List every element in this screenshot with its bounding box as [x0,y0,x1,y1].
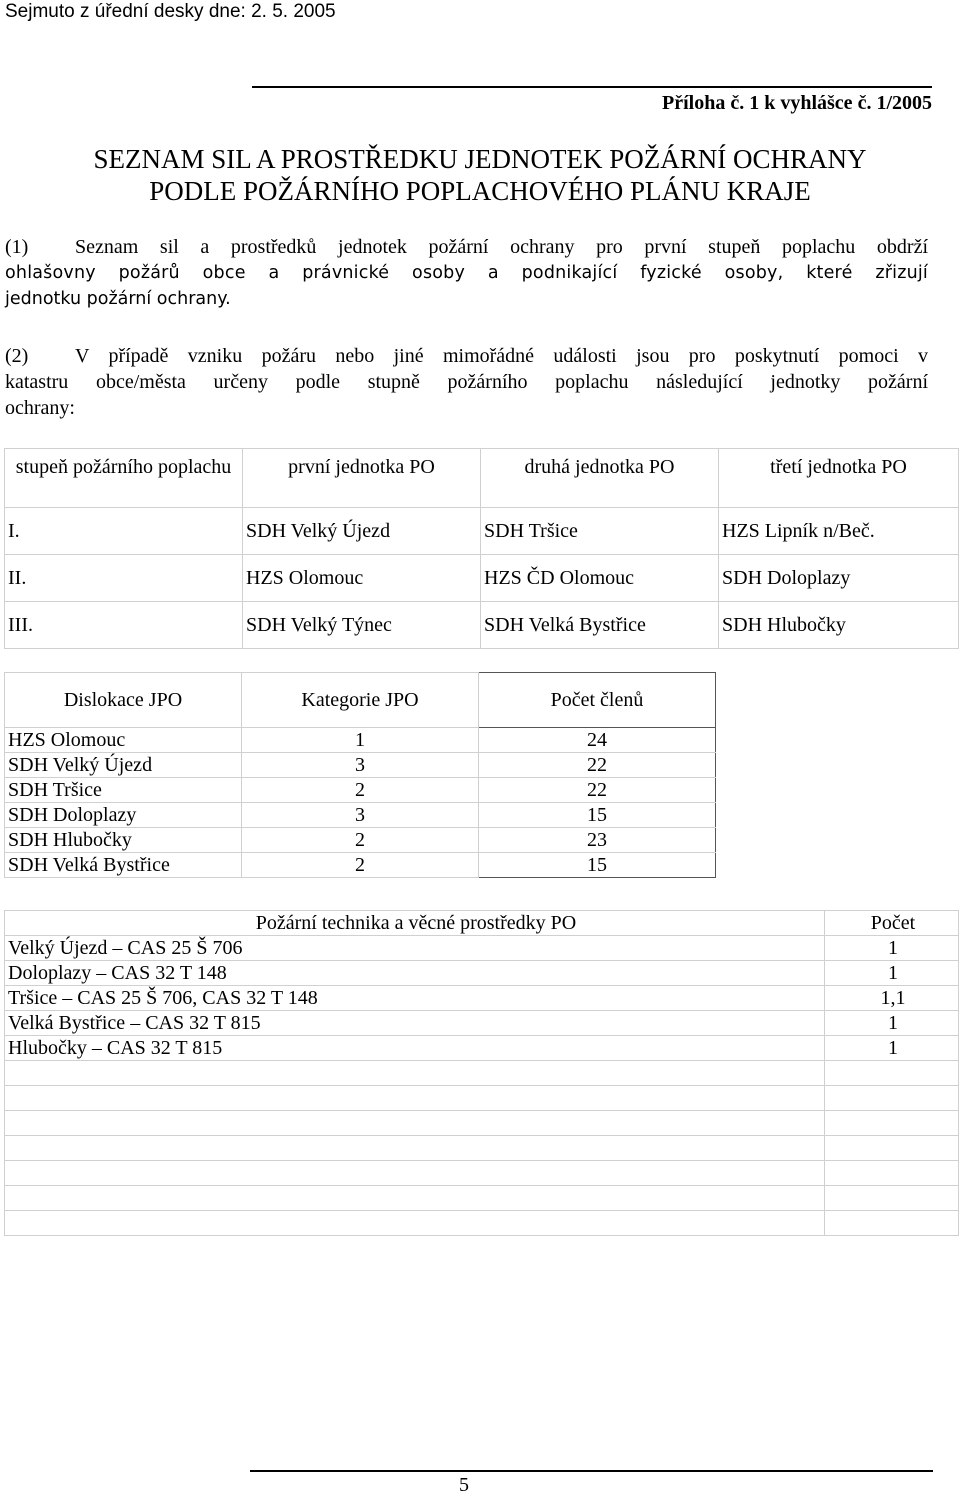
empty-row [5,1136,959,1161]
table-row [5,986,959,1011]
table-row [5,961,959,986]
table-cell: SDH Doloplazy [719,555,959,602]
table-cell: SDH Velký Týnec [243,602,481,649]
table-row [5,828,716,853]
table-cell: 24 [479,728,716,753]
table-cell: I. [5,508,243,555]
table-cell: SDH Hlubočky [719,602,959,649]
table-cell: SDH Doloplazy [5,803,242,828]
empty-row [5,1211,959,1236]
table-cell: SDH Velký Újezd [243,508,481,555]
table-cell: HZS Lipník n/Beč. [719,508,959,555]
column-header: třetí jednotka PO [719,449,959,508]
table-cell: 2 [242,853,479,878]
table-row [5,803,716,828]
paragraph-2-line-2: katastru obce/města určeny podle stupně požárního poplachu následující jednotky požární [5,371,928,393]
paragraph-1-number: (1) [5,236,29,258]
table-cell: 1 [242,728,479,753]
paragraph-2-line-1: V případě vzniku požáru nebo jiné mimořádné události jsou pro poskytnutí pomoci v [75,345,928,367]
table-row [5,778,716,803]
table-cell: 23 [479,828,716,853]
paragraph-1-line-2: ohlašovny požárů obce a právnické osoby a podnikající fyzické osoby, které zřizují [5,263,928,283]
empty-row [5,1161,959,1186]
table-row [5,508,959,555]
page-number: 5 [459,1474,469,1496]
table-cell: SDH Velká Bystřice [5,853,242,878]
paragraph-1-line-1: Seznam sil a prostředků jednotek požární ochrany pro první stupeň poplachu obdrží [75,236,928,258]
table-row [5,853,716,878]
table-cell: SDH Velká Bystřice [481,602,719,649]
table-cell: 2 [242,778,479,803]
column-header: stupeň požárního poplachu [5,449,243,508]
column-header: Požární technika a věcné prostředky PO [5,911,825,936]
empty-row [5,1086,959,1111]
empty-row [5,1111,959,1136]
footer-rule [250,1470,933,1472]
table-cell: 1,1 [825,986,959,1011]
table-header-row [5,911,959,936]
units-table [4,672,716,878]
empty-row [5,1186,959,1211]
paragraph-2-line-3: ochrany: [5,397,75,419]
table-cell: HZS Olomouc [5,728,242,753]
table-cell: 1 [825,961,959,986]
column-header: Počet členů [479,673,716,728]
table-cell: 1 [825,936,959,961]
table-cell: Tršice – CAS 25 Š 706, CAS 32 T 148 [5,986,825,1011]
table-row [5,1036,959,1061]
table-cell: III. [5,602,243,649]
paragraph-1-line-3: jednotku požární ochrany. [5,289,231,309]
table-cell: Velký Újezd – CAS 25 Š 706 [5,936,825,961]
table-cell: SDH Hlubočky [5,828,242,853]
annex-label: Příloha č. 1 k vyhlášce č. 1/2005 [662,92,932,114]
table-cell: II. [5,555,243,602]
table-header-row [5,449,959,508]
table-cell: 1 [825,1011,959,1036]
table-header-row [5,673,716,728]
table-cell: 15 [479,803,716,828]
table-cell: Velká Bystřice – CAS 32 T 815 [5,1011,825,1036]
document-title-line-1: SEZNAM SIL A PROSTŘEDKU JEDNOTEK POŽÁRNÍ OCHRANY [93,144,867,174]
table-cell: Hlubočky – CAS 32 T 815 [5,1036,825,1061]
table-row [5,1011,959,1036]
document-title-line-2: PODLE POŽÁRNÍHO POPLACHOVÉHO PLÁNU KRAJE [149,176,811,206]
table-cell: 2 [242,828,479,853]
table-row [5,602,959,649]
table-cell: 15 [479,853,716,878]
column-header: druhá jednotka PO [481,449,719,508]
table-row [5,936,959,961]
column-header: Dislokace JPO [5,673,242,728]
alarm-levels-table [4,448,959,649]
table-cell: 22 [479,778,716,803]
table-row [5,728,716,753]
table-row [5,555,959,602]
paragraph-1 [5,234,928,312]
table-cell: HZS ČD Olomouc [481,555,719,602]
table-cell: SDH Tršice [481,508,719,555]
column-header: Kategorie JPO [242,673,479,728]
column-header: Počet [825,911,959,936]
equipment-table [4,910,959,1236]
header-rule [252,86,932,88]
table-cell: HZS Olomouc [243,555,481,602]
table-cell: Doloplazy – CAS 32 T 148 [5,961,825,986]
table-cell: 3 [242,753,479,778]
paragraph-2-number: (2) [5,345,29,367]
table-row [5,753,716,778]
table-cell: SDH Tršice [5,778,242,803]
table-cell: 22 [479,753,716,778]
removal-stamp: Sejmuto z úřední desky dne: 2. 5. 2005 [5,1,336,22]
table-cell: SDH Velký Újezd [5,753,242,778]
paragraph-2 [5,343,928,421]
column-header: první jednotka PO [243,449,481,508]
table-cell: 1 [825,1036,959,1061]
empty-row [5,1061,959,1086]
table-cell: 3 [242,803,479,828]
